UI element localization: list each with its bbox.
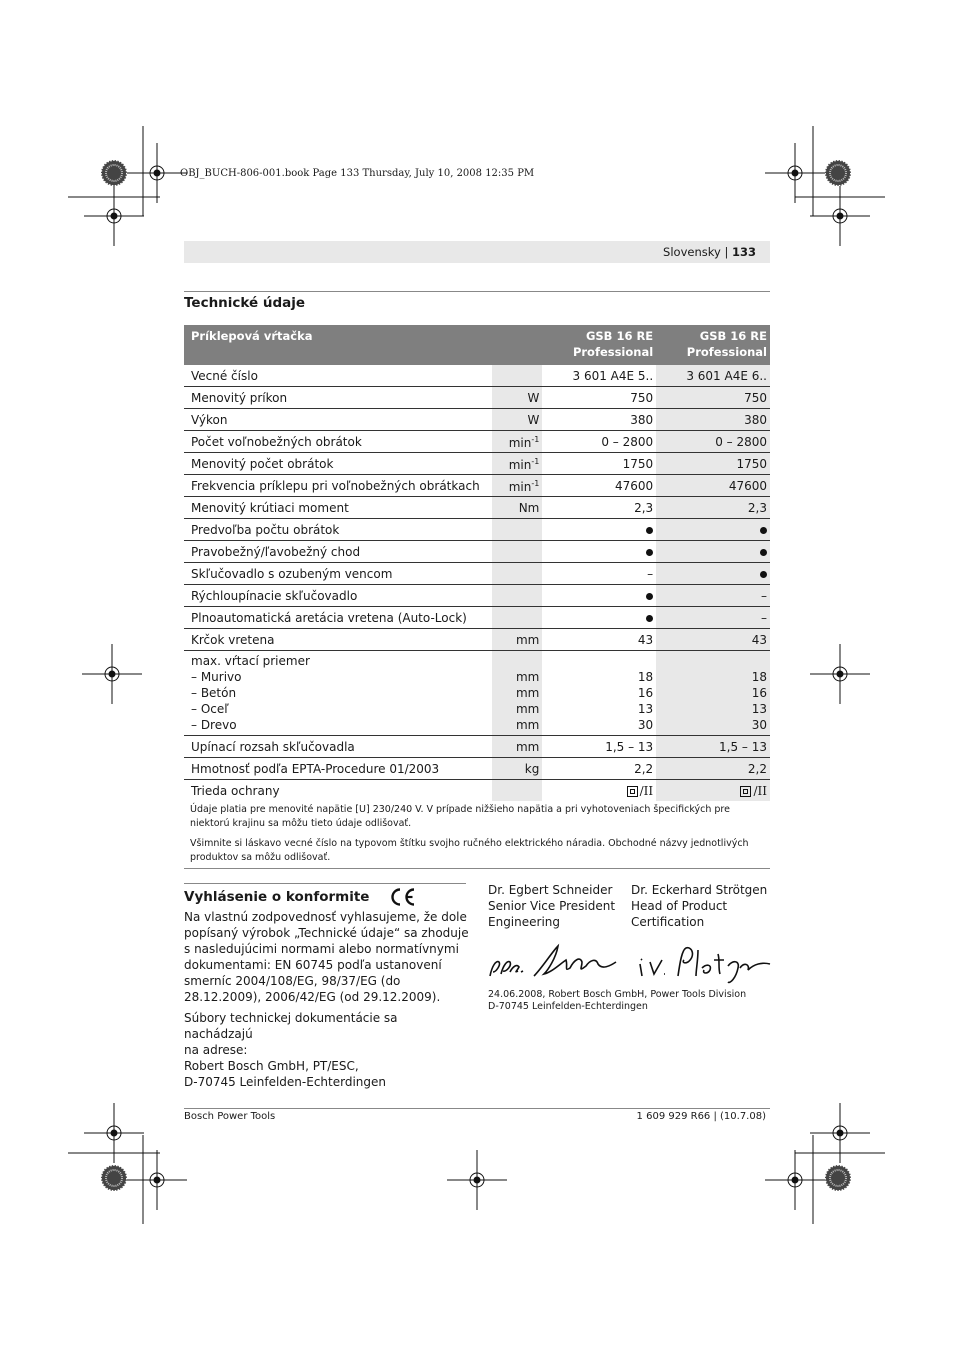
protection-class-icon	[627, 786, 638, 797]
ce-mark-icon	[388, 887, 416, 907]
table-row: Výkon W 380 380	[184, 409, 770, 431]
feature-dot-icon	[760, 571, 767, 578]
table-head-col2: GSB 16 RE Professional	[656, 325, 770, 365]
footer-rule	[184, 1108, 770, 1109]
header-text	[663, 245, 756, 259]
feature-dot-icon	[646, 527, 653, 534]
signer-left: Dr. Egbert Schneider Senior Vice President Engineering	[488, 883, 616, 929]
print-info: OBJ_BUCH-806-001.book Page 133 Thursday, July 10, 2008 12:35 PM	[180, 168, 535, 179]
table-row: Predvoľba počtu obrátok	[184, 519, 770, 541]
note-item-number: Všimnite si láskavo vecné číslo na typovom štítku svojho ručného elektrického náradia. Obchodné názvy jednotlivých produktov sa môžu odlišovať.	[190, 838, 749, 863]
table-row: Rýchloupínacie skľučovadlo –	[184, 585, 770, 607]
table-row: Počet voľnobežných obrátok $\min^{-1}$ 0 – 2800 0 – 2800	[184, 431, 770, 453]
signature-date: 24.06.2008, Robert Bosch GmbH, Power Tools Division D-70745 Leinfelden-Echterdingen	[488, 989, 747, 1012]
conformity-rule	[184, 883, 466, 884]
header-separator: |	[724, 245, 729, 259]
section-rule	[184, 291, 770, 292]
feature-dot-icon	[646, 593, 653, 600]
conformity-text: Na vlastnú zodpovednosť vyhlasujeme, že dole popísaný výrobok „Technické údaje“ sa zhoduje s nasledujúcimi normami alebo normatívnymi dokumentami: EN 60745 podľa ustanovení smerníc 2004/108/EG, 98/37/EG (do 28.12.2009), 2006/42/EG (od 29.12.2009). Súbory technickej dokumentácie sa nachádzajú na adrese: Robert Bosch GmbH, PT/ESC, D-70745 Leinfelden-Echterdingen	[184, 910, 469, 1089]
table-row: Menovitý príkon W 750 750	[184, 387, 770, 409]
footer-left: Bosch Power Tools	[184, 1111, 276, 1122]
header-language: Slovensky	[663, 245, 721, 259]
feature-dot-icon	[760, 527, 767, 534]
table-row: Hmotnosť podľa EPTA-Procedure 01/2003 kg 2,2 2,2	[184, 758, 770, 780]
signer-right: Dr. Eckerhard Strötgen Head of Product Certification	[631, 883, 768, 929]
table-row: Menovitý krútiaci moment Nm 2,3 2,3	[184, 497, 770, 519]
table-head-product: Príklepová vŕtačka	[184, 325, 542, 365]
note-voltage: Údaje platia pre menovité napätie [U] 230/240 V. V prípade nižšieho napätia a pri vyhotoveniach špecifických pre niektorú krajinu sa môžu tieto údaje odlišovať.	[190, 804, 730, 829]
table-row: Pravobežný/ľavobežný chod	[184, 541, 770, 563]
signature-left	[486, 938, 621, 986]
table-head-col1: GSB 16 RE Professional	[542, 325, 656, 365]
table-row: Upínací rozsah skľučovadla mm 1,5 – 13 1,5 – 13	[184, 736, 770, 758]
table-row: Menovitý počet obrátok $\min^{-1}$ 1750 1750	[184, 453, 770, 475]
page-header	[184, 241, 770, 263]
table-row-drill-diameter: max. vŕtací priemer – Murivo – Betón – Oceľ – Drevo mm mm mm mm 18 16 13 30 18 16 13 30	[184, 651, 770, 736]
table-row: Vecné číslo 3 601 A4E 5.. 3 601 A4E 6..	[184, 365, 770, 387]
notes-rule	[184, 868, 770, 869]
table-row: Plnoautomatická aretácia vretena (Auto-Lock) –	[184, 607, 770, 629]
table-head	[184, 325, 770, 365]
spec-table	[184, 325, 770, 801]
signature-right	[634, 938, 774, 986]
footer-right: 1 609 929 R66 | (10.7.08)	[636, 1111, 766, 1122]
feature-dot-icon	[646, 549, 653, 556]
feature-dot-icon	[646, 615, 653, 622]
conformity-title: Vyhlásenie o konformite	[184, 887, 416, 907]
feature-dot-icon	[760, 549, 767, 556]
table-row: Trieda ochrany /II /II	[184, 780, 770, 802]
protection-class-icon	[740, 786, 751, 797]
table-row: Skľučovadlo s ozubeným vencom –	[184, 563, 770, 585]
page-number: 133	[731, 245, 756, 259]
section-title: Technické údaje	[184, 295, 306, 311]
table-row: Frekvencia príklepu pri voľnobežných obrátkach $\min^{-1}$ 47600 47600	[184, 475, 770, 497]
table-row: Krčok vretena mm 43 43	[184, 629, 770, 651]
